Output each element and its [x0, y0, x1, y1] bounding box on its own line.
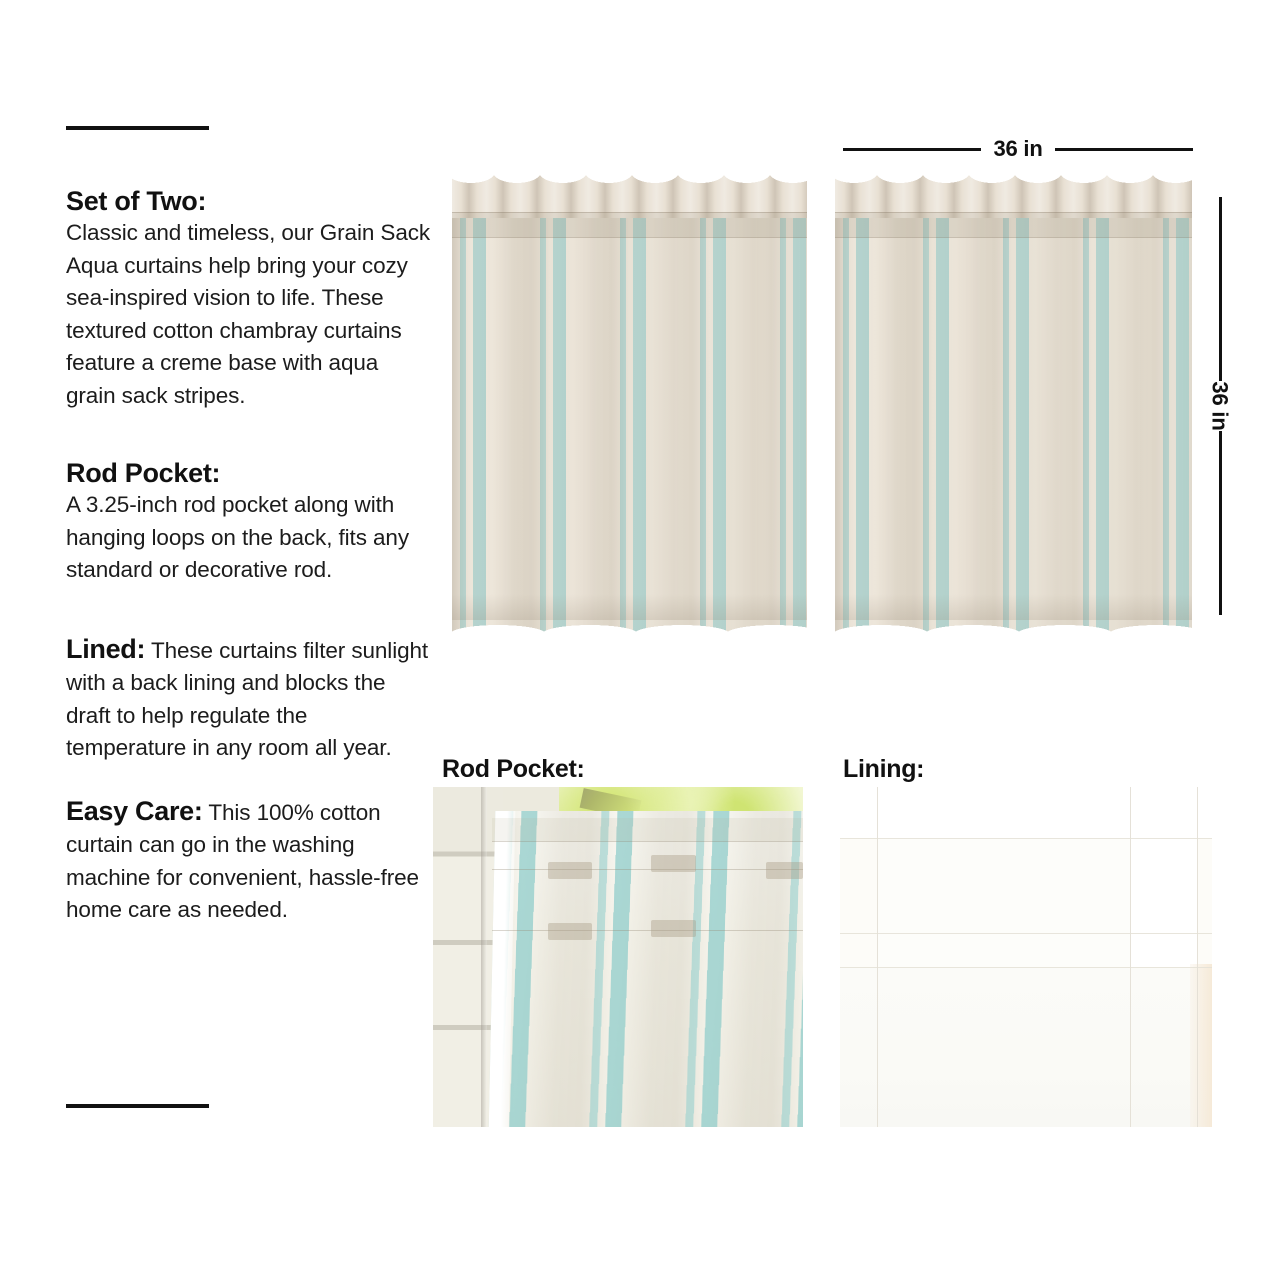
lining-seam-horizontal-bottom — [840, 967, 1212, 968]
curtain-bottom-hem — [452, 612, 807, 634]
rod-pocket-card-label: Rod Pocket: — [442, 755, 585, 783]
rod-pocket-photo — [433, 787, 803, 1127]
curtain-rod-pocket-seam — [452, 212, 807, 238]
feature-lined — [66, 633, 431, 765]
curtain-panel-left — [452, 172, 807, 634]
hanging-loop — [766, 862, 803, 879]
feature-easy-care — [66, 795, 431, 927]
curtain-back-view — [489, 811, 803, 1127]
lining-seam-horizontal-top — [840, 838, 1212, 839]
lining-fabric-right — [1130, 838, 1197, 967]
dimension-line-top — [1219, 197, 1222, 381]
lining-card-label: Lining: — [843, 755, 925, 783]
hanging-loop — [548, 923, 592, 940]
rod-pocket-seam-bottom — [492, 930, 803, 931]
feature-heading: Easy Care: — [66, 795, 203, 826]
height-dimension-indicator — [1208, 197, 1232, 615]
feature-rod-pocket — [66, 458, 431, 587]
lining-fabric-top — [840, 787, 1212, 838]
lining-fabric-lower — [840, 967, 1212, 1127]
feature-text-column — [66, 126, 431, 927]
rod-pocket-seam-mid — [492, 869, 803, 870]
hanging-loop — [651, 855, 695, 872]
lining-photo — [840, 787, 1212, 1127]
feature-body: A 3.25-inch rod pocket along with hanging loops on the back, fits any standard or decorative rod. — [66, 492, 409, 583]
width-dimension-indicator — [843, 137, 1193, 161]
feature-body-text: These curtains filter sunlight with a back lining and blocks the draft to help regulate the temperature in any room all year. — [66, 637, 429, 761]
hanging-loop — [651, 920, 695, 937]
dimension-line-bottom — [1219, 431, 1222, 615]
rod-pocket-seam-top — [492, 841, 803, 842]
lining-warm-edge — [1190, 964, 1212, 1127]
curtain-top-scallop-edge — [835, 172, 1192, 183]
feature-body-text: This 100% cotton curtain can go in the washing machine for convenient, hassle-free home care as needed. — [66, 799, 419, 923]
feature-heading: Set of Two: — [66, 186, 207, 216]
lining-fabric-center — [877, 838, 1137, 967]
shutter-edge — [481, 787, 487, 1127]
rod-pocket-band — [492, 818, 803, 842]
dimension-line-right — [1055, 148, 1193, 151]
height-dimension-label: 36 in — [1208, 381, 1234, 431]
curtain-top-scallop-edge — [452, 172, 807, 183]
curtain-rod-pocket-seam — [835, 212, 1192, 238]
curtain-fold-shading — [835, 172, 1192, 634]
hanging-loop — [548, 862, 592, 879]
feature-body: Classic and timeless, our Grain Sack Aqua curtains help bring your cozy sea-inspired vision to life. These textured cotton chambray curtains feature a creme base with aqua grain sack stripes. — [66, 220, 431, 408]
curtain-panel-right — [835, 172, 1192, 634]
curtain-bottom-hem — [835, 612, 1192, 634]
width-dimension-label: 36 in — [993, 136, 1043, 161]
feature-heading: Lined: — [66, 633, 146, 664]
dimension-line-left — [843, 148, 981, 151]
feature-heading: Rod Pocket: — [66, 458, 221, 489]
lining-seam-horizontal-mid — [840, 933, 1212, 934]
feature-set-of-two — [66, 186, 431, 412]
bottom-divider-rule — [66, 1104, 209, 1108]
curtain-fold-shading — [452, 172, 807, 634]
